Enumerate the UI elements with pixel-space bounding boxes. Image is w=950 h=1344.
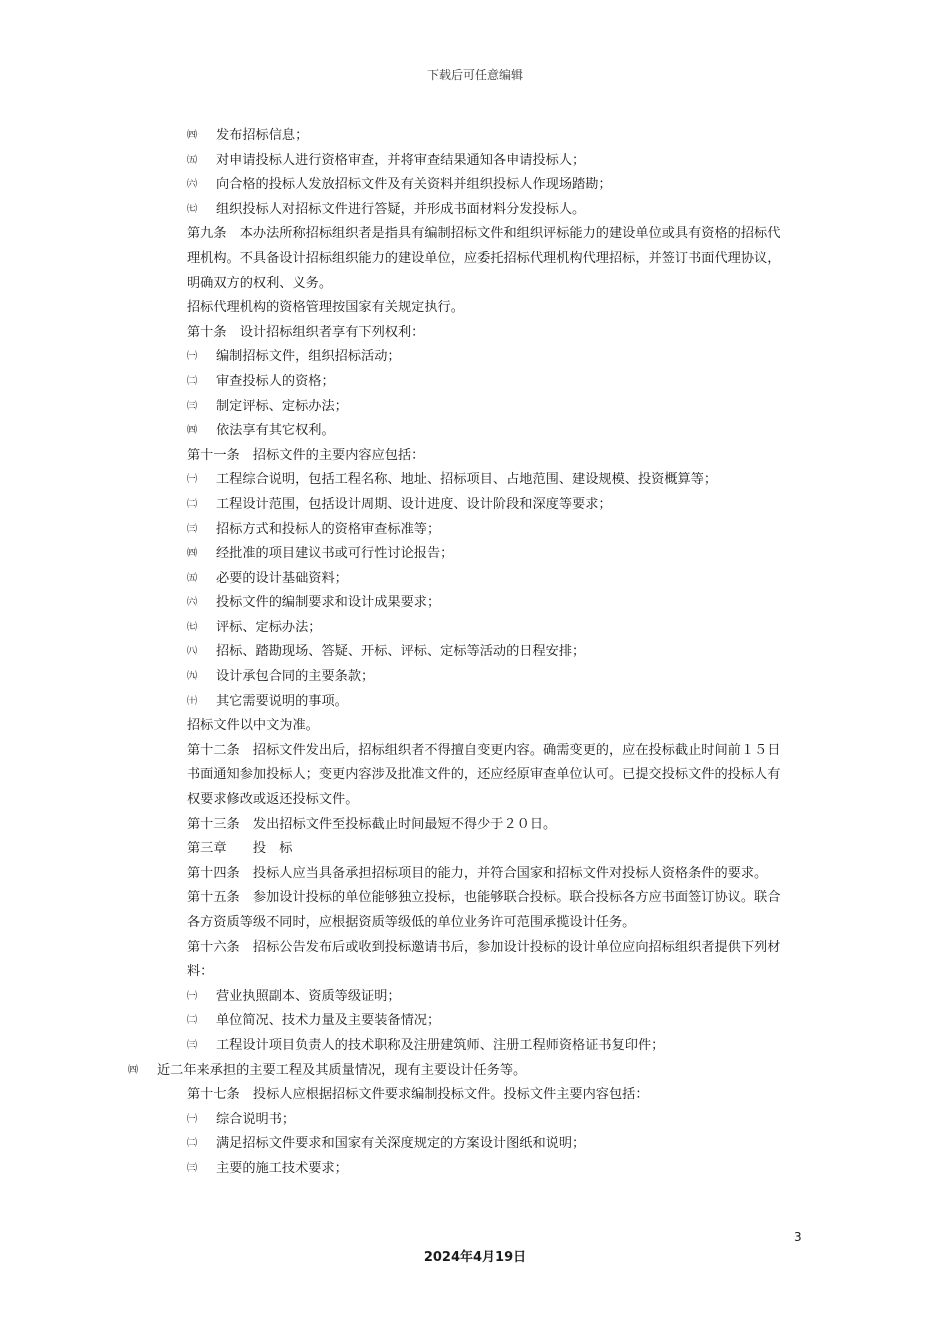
item-text: 经批准的项目建议书或可行性讨论报告； (216, 546, 454, 562)
list-item (160, 370, 792, 395)
item-marker: ㈣ (187, 425, 197, 437)
item-text: 营业执照副本、资质等级证明； (216, 988, 401, 1004)
chapter-heading: 第三章 投 标 (187, 841, 293, 857)
item-marker: ㈡ (187, 375, 197, 387)
item-marker: ㈡ (187, 1138, 197, 1150)
item-marker: ㈢ (187, 400, 197, 412)
item-marker: ㈨ (187, 671, 197, 683)
item-marker: ㈥ (187, 179, 197, 191)
list-item (160, 567, 792, 592)
item-marker: ㈡ (187, 498, 197, 510)
article-paragraph: 第十六条 招标公告发布后或收到投标邀请书后，参加设计投标的设计单位应向招标组织者提供下列材料： (187, 939, 781, 980)
item-marker: ㈢ (187, 1162, 197, 1174)
item-text: 组织投标人对招标文件进行答疑，并形成书面材料分发投标人。 (216, 201, 586, 217)
paragraph: 招标代理机构的资格管理按国家有关规定执行。 (187, 300, 464, 316)
item-text: 单位简况、技术力量及主要装备情况； (216, 1013, 441, 1029)
list-item (160, 640, 792, 665)
item-marker: ㈢ (187, 523, 197, 535)
item-text: 工程设计范围，包括设计周期、设计进度、设计阶段和深度等要求； (216, 496, 612, 512)
list-item (160, 591, 792, 616)
item-text: 工程设计项目负责人的技术职称及注册建筑师、注册工程师资格证书复印件； (216, 1037, 665, 1053)
item-marker: ㈣ (187, 548, 197, 560)
item-marker: ㈠ (187, 474, 197, 486)
list-item (160, 124, 792, 149)
list-item (160, 149, 792, 174)
item-text: 设计承包合同的主要条款； (216, 669, 375, 685)
item-text: 其它需要说明的事项。 (216, 693, 348, 709)
list-item (160, 542, 792, 567)
list-item (160, 419, 792, 444)
item-text: 主要的施工技术要求； (216, 1160, 348, 1176)
item-text: 综合说明书； (216, 1111, 296, 1127)
page-number: 3 (794, 1230, 802, 1244)
list-item (160, 665, 792, 690)
item-text: 近二年来承担的主要工程及其质量情况，现有主要设计任务等。 (157, 1062, 527, 1078)
article-paragraph: 第十二条 招标文件发出后，招标组织者不得擅自变更内容。确需变更的，应在投标截止时间前１５日书面通知参加投标人；变更内容涉及批准文件的，还应经原审查单位认可。已提交投标文件的投标人有权要求修改或返还投标文件。 (187, 742, 781, 808)
list-item (160, 173, 792, 198)
item-text: 编制招标文件，组织招标活动； (216, 349, 401, 365)
item-marker: ㈧ (187, 646, 197, 658)
item-marker: ㈠ (187, 1113, 197, 1125)
list-item (160, 493, 792, 518)
footer-date: 2024年4月19日 (423, 1250, 527, 1265)
article-paragraph: 第九条 本办法所称招标组织者是指具有编制招标文件和组织评标能力的建设单位或具有资格的招标代理机构。不具备设计招标组织能力的建设单位，应委托招标代理机构代理招标，并签订书面代理协议，明确双方的权利、义务。 (187, 226, 781, 291)
item-marker: ㈩ (187, 695, 197, 707)
article-paragraph: 第十七条 投标人应根据招标文件要求编制投标文件。投标文件主要内容包括： (187, 1087, 649, 1103)
item-marker: ㈡ (187, 1015, 197, 1027)
item-marker: ㈥ (187, 597, 197, 609)
list-item (160, 985, 792, 1010)
list-item (160, 395, 792, 420)
item-text: 招标方式和投标人的资格审查标准等； (216, 521, 441, 537)
item-text: 审查投标人的资格； (216, 373, 335, 389)
list-item (160, 345, 792, 370)
list-item (160, 616, 792, 641)
item-text: 依法享有其它权利。 (216, 423, 335, 439)
item-text: 工程综合说明，包括工程名称、地址、招标项目、占地范围、建设规模、投资概算等； (216, 472, 718, 488)
item-marker: ㈦ (187, 621, 197, 633)
item-marker: ㈠ (187, 351, 197, 363)
article-paragraph: 第十三条 发出招标文件至投标截止时间最短不得少于２０日。 (187, 816, 557, 832)
item-text: 发布招标信息； (216, 128, 309, 143)
item-marker: ㈣ (128, 1064, 138, 1076)
item-marker: ㈢ (187, 1039, 197, 1051)
list-item (160, 1034, 792, 1059)
list-item (160, 1132, 792, 1157)
item-text: 招标、踏勘现场、答疑、开标、评标、定标等活动的日程安排； (216, 644, 586, 660)
item-marker: ㈤ (187, 154, 197, 166)
article-paragraph: 第十四条 投标人应当具备承担招标项目的能力，并符合国家和招标文件对投标人资格条件的要求。 (187, 865, 768, 881)
page-header: 下载后可任意编辑 (426, 68, 523, 82)
item-text: 向合格的投标人发放招标文件及有关资料并组织投标人作现场踏勘； (216, 177, 612, 193)
item-marker: ㈣ (187, 130, 197, 141)
item-marker: ㈠ (187, 990, 197, 1002)
item-marker: ㈤ (187, 572, 197, 584)
item-text: 必要的设计基础资料； (216, 570, 348, 586)
list-item (160, 198, 792, 223)
list-item (160, 1108, 792, 1133)
item-text: 满足招标文件要求和国家有关深度规定的方案设计图纸和说明； (216, 1136, 586, 1152)
item-text: 对申请投标人进行资格审查，并将审查结果通知各申请投标人； (216, 152, 586, 168)
item-text: 制定评标、定标办法； (216, 398, 348, 414)
list-item (128, 1059, 792, 1084)
list-item (160, 468, 792, 493)
list-item (160, 1157, 792, 1182)
document-body (128, 124, 792, 1182)
list-item (160, 1009, 792, 1034)
list-item (160, 518, 792, 543)
list-item (160, 690, 792, 715)
article-paragraph: 第十五条 参加设计投标的单位能够独立投标，也能够联合投标。联合投标各方应书面签订协议。联合各方资质等级不同时，应根据资质等级低的单位业务许可范围承揽设计任务。 (187, 890, 781, 930)
article-paragraph: 第十条 设计招标组织者享有下列权利： (187, 324, 425, 340)
item-marker: ㈦ (187, 203, 197, 215)
item-text: 评标、定标办法； (216, 619, 322, 635)
item-text: 投标文件的编制要求和设计成果要求； (216, 595, 441, 611)
paragraph: 招标文件以中文为准。 (187, 718, 319, 734)
article-paragraph: 第十一条 招标文件的主要内容应包括： (187, 447, 425, 463)
